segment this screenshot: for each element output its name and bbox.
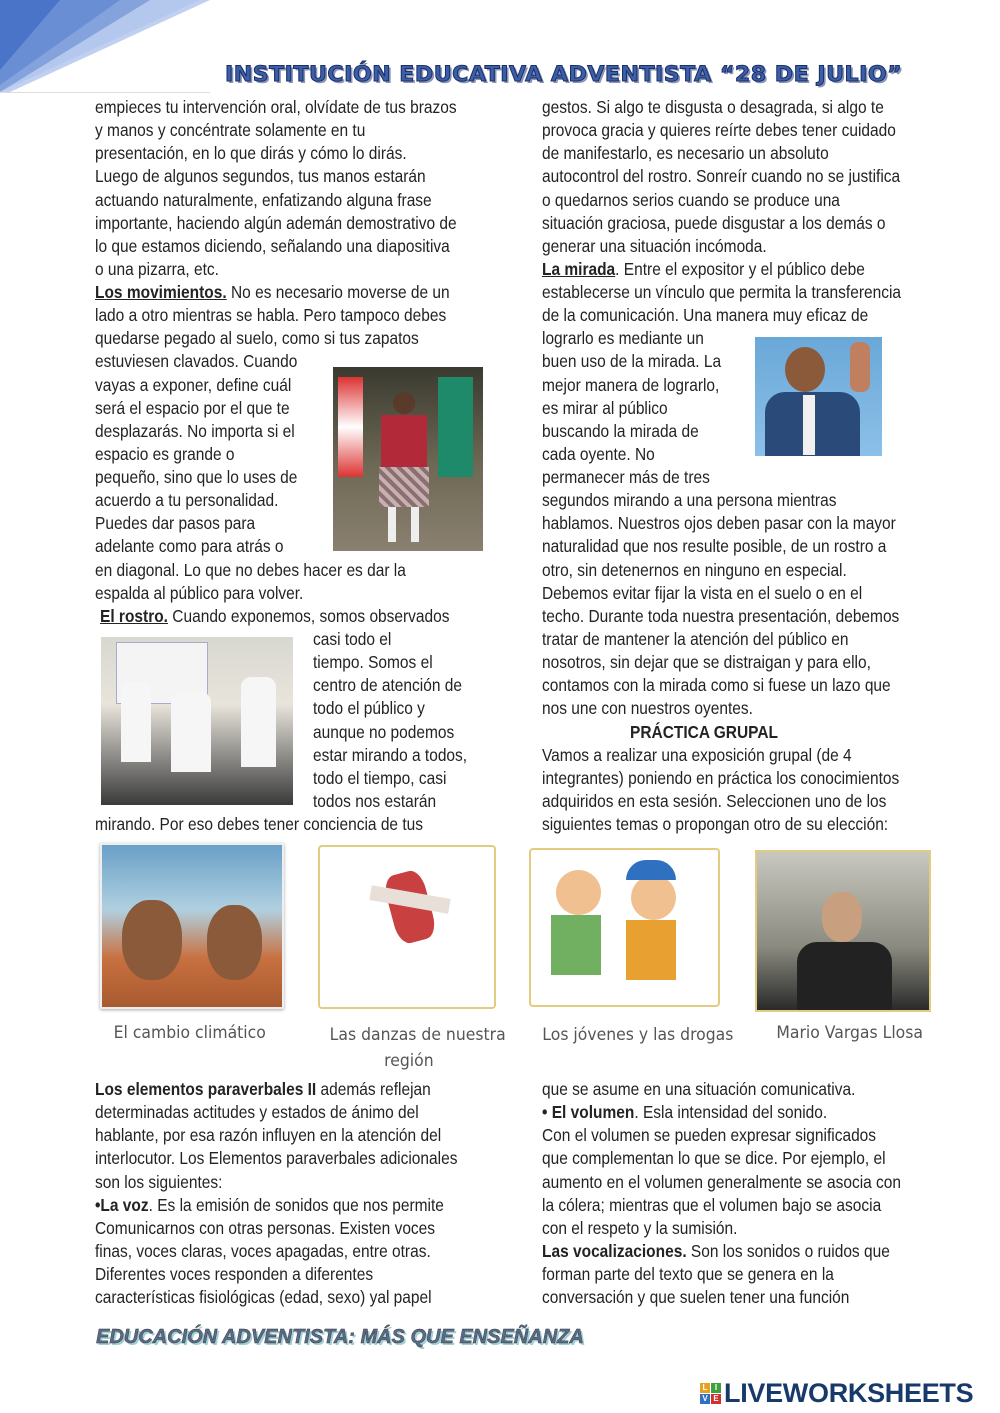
line-text: actuando naturalmente, enfatizando alguna frase xyxy=(95,189,432,210)
right-column-line xyxy=(542,629,849,649)
line-text: estar mirando a todos, xyxy=(313,744,468,765)
liveworksheets-icon xyxy=(700,1383,721,1404)
line-text: cada oyente. No xyxy=(542,443,655,464)
bold-lead: •La voz xyxy=(95,1194,149,1215)
left-column-line xyxy=(95,536,284,556)
right-column-line xyxy=(542,328,704,348)
line-text: Vamos a realizar una exposición grupal (de 4 xyxy=(542,744,852,765)
right-column-line xyxy=(542,768,899,788)
left-column-line xyxy=(313,675,462,695)
right-column-line xyxy=(542,791,886,811)
left-column-line xyxy=(95,282,450,302)
right-column-line xyxy=(542,190,840,210)
line-text: Luego de algunos segundos, tus manos estarán xyxy=(95,166,426,187)
line-text: adelante como para atrás o xyxy=(95,536,284,557)
bottom-right-line xyxy=(542,1195,881,1215)
line-text: Debemos evitar fijar la vista en el suelo o en el xyxy=(542,582,863,603)
right-column-line xyxy=(542,213,886,233)
logo-letter: V xyxy=(700,1394,710,1404)
topic-caption-mario-vargas-llosa: Mario Vargas Llosa xyxy=(776,1023,923,1043)
line-text: No es necesario moverse de un xyxy=(226,282,450,303)
bottom-right-line xyxy=(542,1172,901,1192)
line-text: Puedes dar pasos para xyxy=(95,513,256,534)
right-column-line xyxy=(542,513,896,533)
left-column-line xyxy=(313,698,425,718)
bottom-left-line xyxy=(95,1287,432,1307)
right-column-line xyxy=(542,282,901,302)
line-text: lograrlo es mediante un xyxy=(542,328,704,349)
left-column-line xyxy=(95,444,234,464)
bottom-left-line xyxy=(95,1264,373,1284)
line-text: que complementan lo que se dice. Por ejemplo, el xyxy=(542,1148,886,1169)
left-column-line xyxy=(95,467,297,487)
left-column-line xyxy=(100,606,450,626)
line-text: acuerdo a tu personalidad. xyxy=(95,490,279,511)
line-text: o quedarnos serios cuando se produce una xyxy=(542,189,840,210)
left-column-line xyxy=(95,120,365,140)
logo-letter: L xyxy=(700,1383,710,1393)
bottom-left-line xyxy=(95,1125,441,1145)
bottom-left-line xyxy=(95,1148,457,1168)
liveworksheets-wordmark: LIVEWORKSHEETS xyxy=(724,1378,974,1408)
line-text: contamos con la mirada como si fuese un lazo que xyxy=(542,675,891,696)
left-column-line xyxy=(95,513,255,533)
line-text: desplazarás. No importa si el xyxy=(95,420,295,441)
line-text: lo que estamos diciendo, señalando una diapositiva xyxy=(95,235,450,256)
bottom-left-line xyxy=(95,1102,419,1122)
line-text: casi todo el xyxy=(313,628,392,649)
line-text: naturalidad que nos resulte posible, de un rostro a xyxy=(542,536,887,557)
photo-classroom-students xyxy=(101,637,293,805)
bold-lead: Los elementos paraverbales II xyxy=(95,1079,317,1099)
bold-lead: PRÁCTICA GRUPAL xyxy=(630,721,778,742)
line-text: adquiridos en esta sesión. Seleccionen uno de los xyxy=(542,790,887,811)
line-text: generar una situación incómoda. xyxy=(542,235,767,256)
line-text: que se asume en una situación comunicativa. xyxy=(542,1079,856,1099)
line-text: aumento en el volumen generalmente se asocia con xyxy=(542,1171,902,1192)
bottom-right-line xyxy=(542,1079,855,1099)
line-text: hablante, por esa razón influyen en la atención del xyxy=(95,1125,442,1146)
school-title: INSTITUCIÓN EDUCATIVA ADVENTISTA “28 DE JULIO” xyxy=(225,62,903,86)
right-column-line xyxy=(542,375,719,395)
line-text: nosotros, sin dejar que se distraigan y para ello, xyxy=(542,652,871,673)
left-column-line xyxy=(95,97,457,117)
line-text: tratar de mantener la atención del público en xyxy=(542,628,849,649)
section-heading: La mirada xyxy=(542,258,616,279)
left-column-line xyxy=(95,166,426,186)
line-text: todo el tiempo, casi xyxy=(313,767,447,788)
line-text: espalda al público para volver. xyxy=(95,582,304,603)
topic-caption-regional-dances-line2: región xyxy=(384,1051,434,1071)
header-banner-decoration xyxy=(0,0,210,93)
right-column-line xyxy=(542,583,862,603)
line-text: de manifestarlo, es necesario un absoluto xyxy=(542,143,829,164)
line-text: gestos. Si algo te disgusta o desagrada, si algo te xyxy=(542,97,884,117)
bottom-right-line xyxy=(542,1148,886,1168)
line-text: aunque no podemos xyxy=(313,721,455,742)
line-text: quedarse pegado al suelo, como si tus zapatos xyxy=(95,328,419,349)
right-column-line xyxy=(630,722,778,742)
line-text: forman parte del texto que se genera en la xyxy=(542,1264,834,1285)
line-text: buen uso de la mirada. La xyxy=(542,351,722,372)
left-column-line xyxy=(95,490,278,510)
left-column-line xyxy=(95,351,297,371)
liveworksheets-logo[interactable] xyxy=(700,1378,973,1409)
line-text: Diferentes voces responden a diferentes xyxy=(95,1264,374,1285)
right-column-line xyxy=(542,652,871,672)
left-column-line xyxy=(313,629,391,649)
line-text: en diagonal. Lo que no debes hacer es dar la xyxy=(95,559,406,580)
bottom-left-line xyxy=(95,1218,435,1238)
line-text: . Es la emisión de sonidos que nos permite xyxy=(148,1194,444,1215)
left-column-line xyxy=(95,814,423,834)
left-column-line xyxy=(95,560,406,580)
left-column-line xyxy=(95,236,450,256)
topic-caption-climate-change: El cambio climático xyxy=(113,1023,266,1043)
bottom-right-line xyxy=(542,1241,890,1261)
topic-image-climate-change xyxy=(100,843,284,1009)
bottom-right-line xyxy=(542,1102,827,1122)
line-text: de la comunicación. Una manera muy eficaz de xyxy=(542,305,869,326)
line-text: y manos y concéntrate solamente en tu xyxy=(95,120,366,141)
left-column-line xyxy=(95,213,457,233)
line-text: mirando. Por eso debes tener conciencia de tus xyxy=(95,814,424,835)
right-column-line xyxy=(542,814,888,834)
bottom-right-line xyxy=(542,1287,849,1307)
topic-caption-youth-and-drugs: Los jóvenes y las drogas xyxy=(542,1025,734,1045)
line-text: situación graciosa, puede disgustar a los demás o xyxy=(542,212,886,233)
line-text: determinadas actitudes y estados de ánimo del xyxy=(95,1102,419,1123)
topic-caption-regional-dances: Las danzas de nuestra xyxy=(329,1025,506,1045)
right-column-line xyxy=(542,698,753,718)
line-text: la cólera; mientras que el volumen bajo se asocia xyxy=(542,1194,882,1215)
line-text: Cuando exponemos, somos observados xyxy=(167,605,450,626)
right-column-line xyxy=(542,606,899,626)
right-column-line xyxy=(542,421,699,441)
line-text: características fisiológicas (edad, sexo) yal papel xyxy=(95,1287,432,1308)
line-text: permanecer más de tres xyxy=(542,467,710,488)
right-column-line xyxy=(542,259,865,279)
topic-image-regional-dances xyxy=(318,845,496,1009)
line-text: Con el volumen se pueden expresar significados xyxy=(542,1125,877,1146)
right-column-line xyxy=(542,745,852,765)
right-column-line xyxy=(542,120,896,140)
bottom-left-line xyxy=(95,1172,222,1192)
line-text: techo. Durante toda nuestra presentación, debemos xyxy=(542,605,900,626)
section-heading: El rostro. xyxy=(100,605,168,626)
left-column-line xyxy=(313,745,467,765)
line-text: provoca gracia y quieres reírte debes tener cuidado xyxy=(542,120,896,141)
line-text: es mirar al público xyxy=(542,397,668,418)
line-text: mejor manera de lograrlo, xyxy=(542,374,720,395)
line-text: autocontrol del rostro. Sonreír cuando no se justifica xyxy=(542,166,901,187)
left-column-line xyxy=(313,768,446,788)
topic-image-mario-vargas-llosa xyxy=(755,850,931,1012)
line-text: . Entre el expositor y el público debe xyxy=(615,258,865,279)
logo-letter: I xyxy=(711,1383,721,1393)
line-text: finas, voces claras, voces apagadas, entre otras. xyxy=(95,1240,431,1261)
photo-student-speaking xyxy=(333,367,483,551)
bold-lead: • El volumen xyxy=(542,1102,635,1123)
bottom-left-line xyxy=(95,1195,444,1215)
line-text: será el espacio por el que te xyxy=(95,397,290,418)
line-text: . Esla intensidad del sonido. xyxy=(634,1102,828,1123)
left-column-line xyxy=(95,143,407,163)
left-column-line xyxy=(95,583,303,603)
bold-lead: Las vocalizaciones. xyxy=(542,1240,687,1261)
logo-letter: E xyxy=(711,1394,721,1404)
line-text: otro, sin detenernos en ninguno en especial. xyxy=(542,559,847,580)
line-text: vayas a exponer, define cuál xyxy=(95,374,292,395)
left-column-line xyxy=(95,305,446,325)
line-text: establecerse un vínculo que permita la transferencia xyxy=(542,282,902,303)
bottom-left-line xyxy=(95,1241,431,1261)
line-text: Comunicarnos con otras personas. Existen voces xyxy=(95,1217,436,1238)
line-text: espacio es grande o xyxy=(95,443,235,464)
left-column-line xyxy=(313,791,436,811)
line-text: empieces tu intervención oral, olvídate de tus brazos xyxy=(95,97,457,117)
right-column-line xyxy=(542,305,868,325)
bottom-right-line xyxy=(542,1264,834,1284)
right-column-line xyxy=(542,536,886,556)
photo-boy-with-microphone xyxy=(755,337,882,456)
line-text: lado a otro mientras se habla. Pero tampoco debes xyxy=(95,305,447,326)
line-text: centro de atención de xyxy=(313,675,462,696)
line-text: son los siguientes: xyxy=(95,1171,223,1192)
line-text: segundos mirando a una persona mientras xyxy=(542,490,837,511)
line-text: buscando la mirada de xyxy=(542,420,699,441)
line-text: con el respeto y la sumisión. xyxy=(542,1217,738,1238)
line-text: integrantes) poniendo en práctica los conocimientos xyxy=(542,767,900,788)
line-text: importante, haciendo algún ademán demostrativo de xyxy=(95,212,457,233)
line-text: pequeño, sino que lo uses de xyxy=(95,467,298,488)
right-column-line xyxy=(542,490,836,510)
left-column-line xyxy=(95,328,419,348)
footer-motto: EDUCACIÓN ADVENTISTA: MÁS QUE ENSEÑANZA xyxy=(96,1326,584,1348)
line-text: o una pizarra, etc. xyxy=(95,258,219,279)
line-text: tiempo. Somos el xyxy=(313,652,433,673)
line-text: interlocutor. Los Elementos paraverbales adicionales xyxy=(95,1148,458,1169)
right-column-line xyxy=(542,236,767,256)
line-text: todos nos estarán xyxy=(313,790,437,811)
section-heading: Los movimientos. xyxy=(95,282,227,303)
right-column-line xyxy=(542,560,847,580)
right-column-line xyxy=(542,143,829,163)
left-column-line xyxy=(313,652,433,672)
left-column-line xyxy=(313,722,454,742)
left-column-line xyxy=(95,190,432,210)
line-text: estuviesen clavados. Cuando xyxy=(95,351,298,372)
right-column-line xyxy=(542,166,900,186)
right-column-line xyxy=(542,398,668,418)
right-column-line xyxy=(542,97,884,117)
bottom-right-line xyxy=(542,1125,876,1145)
left-column-line xyxy=(95,398,290,418)
right-column-line xyxy=(542,444,655,464)
line-text: Son los sonidos o ruidos que xyxy=(686,1240,890,1261)
bottom-right-line xyxy=(542,1218,737,1238)
right-column-line xyxy=(542,351,721,371)
left-column-line xyxy=(95,421,295,441)
right-column-line xyxy=(542,467,710,487)
left-column-line xyxy=(95,375,291,395)
left-column-line xyxy=(95,259,219,279)
line-text: nos une con nuestros oyentes. xyxy=(542,698,753,719)
line-text: conversación y que suelen tener una función xyxy=(542,1287,850,1308)
line-text: presentación, en lo que dirás y cómo lo dirás. xyxy=(95,143,407,164)
line-text: todo el público y xyxy=(313,698,425,719)
line-text: siguientes temas o propongan otro de su elección: xyxy=(542,814,889,835)
line-text: hablamos. Nuestros ojos deben pasar con la mayor xyxy=(542,513,896,534)
right-column-line xyxy=(542,675,891,695)
line-text: además reflejan xyxy=(316,1079,431,1099)
topic-image-youth-and-drugs xyxy=(529,848,720,1007)
bottom-left-line xyxy=(95,1079,431,1099)
